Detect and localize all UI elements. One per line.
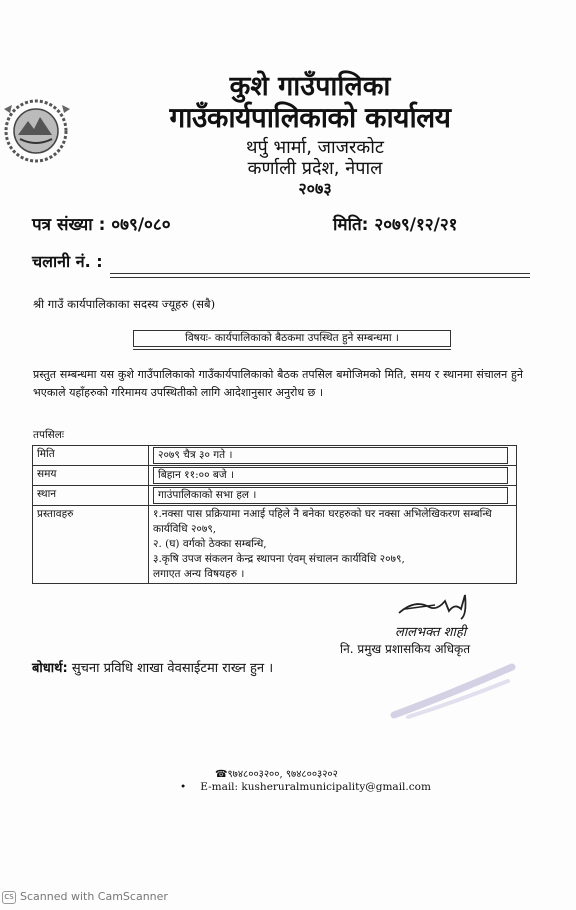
info-note [32, 658, 273, 676]
contact-email: E-mail: kusheruralmunicipality@gmail.com [200, 781, 431, 793]
recipient: श्री गाउँ कार्यपालिकाका सदस्य ज्यूहरु (सबै) [33, 297, 216, 311]
contact-phone: ☎९७४८००३२००, ९७४८००३२०२ [215, 769, 338, 780]
meeting-details-table [32, 445, 517, 584]
signatory-name: लालभक्त शाही [395, 625, 467, 640]
header-divider [110, 273, 530, 274]
agenda-item: २. (घ) वर्गको ठेक्का सम्बन्धि, [153, 538, 267, 550]
scanner-watermark [0, 890, 168, 904]
table-row [33, 486, 517, 506]
establishment-year: २०७३ [298, 179, 332, 198]
office-name: गाउँकार्यपालिकाको कार्यालय [169, 101, 451, 134]
agenda-item: ३.कृषि उपज संकलन केन्द्र स्थापना एंवम् संचालन कार्यविधि २०७९, [153, 553, 405, 565]
office-address: थर्पु भार्मा, जाजरकोट [246, 137, 384, 158]
header-divider-second [110, 277, 530, 278]
detail-value-venue: गाउंपालिकाको सभा हल । [153, 487, 508, 504]
province-country: कर्णाली प्रदेश, नेपाल [247, 158, 383, 179]
faded-stamp-icon [388, 655, 518, 723]
detail-value-time: बिहान ११:०० बजे । [153, 467, 508, 484]
signatory-title: नि. प्रमुख प्रशासकिय अधिकृत [340, 642, 471, 656]
table-row [33, 466, 517, 486]
agenda-item: लगाएत अन्य विषयहरु । [153, 568, 245, 580]
agenda-item: १.नक्सा पास प्रक्रियामा नआई पहिले नै बनेका घरहरुको घर नक्सा अभिलेखिकरण सम्बन्धि कार्यविधि २०७९, [153, 508, 492, 535]
table-row [33, 506, 517, 584]
municipality-name: कुशे गाउँपालिका [229, 71, 391, 102]
detail-key-time: समय [33, 466, 149, 486]
detail-key-date: मिति [33, 446, 149, 466]
contact-email-line [180, 781, 431, 793]
info-note-label: बोधार्थ: [32, 661, 68, 676]
camscanner-logo-icon: CS [2, 891, 16, 904]
letter-date: मिति: २०७९/१२/२१ [333, 215, 458, 235]
table-row [33, 446, 517, 466]
info-note-text: सुचना प्रविधि शाखा वेवसाईटमा राख्न हुन । [71, 661, 274, 676]
detail-key-agenda: प्रस्तावहरु [33, 506, 149, 584]
subject-underline [133, 349, 451, 350]
scanner-text: Scanned with CamScanner [20, 890, 168, 903]
letter-body: प्रस्तुत सम्बन्धमा यस कुशे गाउँपालिकाको गाउँकार्यपालिकाको बैठक तपसिल बमोजिमको मिति, समय र स्थानमा संचालन हुने भएकाले यहाँहरुको गरिमामय उपस्थितीको लागि आदेशानुसार अनुरोध छ । [33, 368, 523, 399]
subject-line: विषयः- कार्यपालिकाको बैठकमा उपस्थित हुने सम्बन्धमा । [133, 330, 451, 347]
dispatch-number: चलानी नं. : [32, 252, 103, 271]
agenda-list [149, 506, 517, 584]
details-label: तपसिलः [33, 429, 65, 441]
detail-value-date: २०७९ चैत्र ३० गते । [153, 447, 508, 464]
detail-key-venue: स्थान [33, 486, 149, 506]
letter-number: पत्र संख्या : ०७९/०८० [32, 215, 171, 235]
government-emblem-icon [0, 95, 78, 167]
signature-icon [395, 587, 475, 623]
bullet-icon: • [180, 781, 187, 793]
